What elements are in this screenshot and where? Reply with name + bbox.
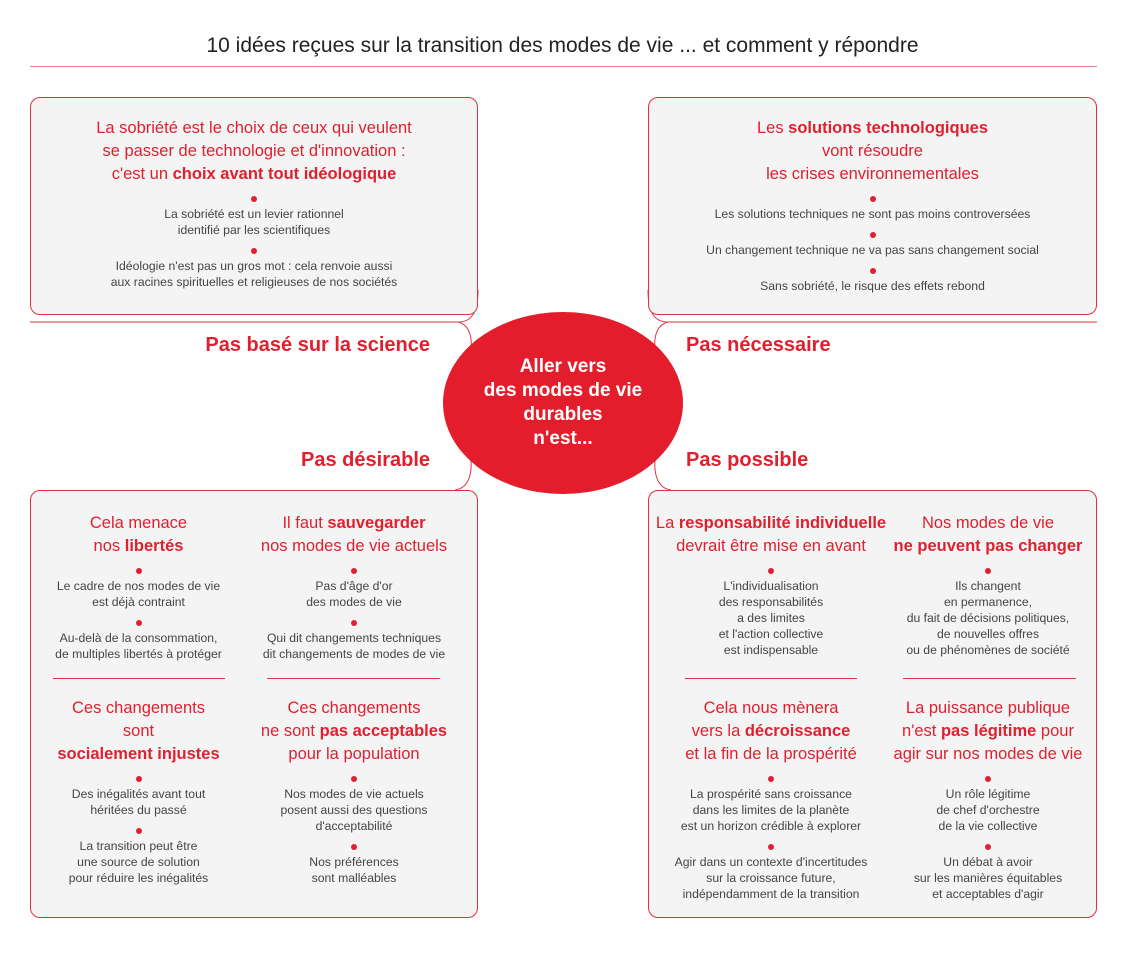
point-text: Qui dit changements techniques dit changements de modes de vie bbox=[262, 631, 446, 661]
center-ellipse: Aller vers des modes de vie durables n'est... bbox=[443, 312, 683, 494]
cell-heading: Les solutions technologiques vont résoudre les crises environnementales bbox=[756, 119, 989, 183]
bullet-dot bbox=[985, 776, 991, 782]
cell-heading: La puissance publique n'est pas légitime pour agir sur nos modes de vie bbox=[893, 699, 1083, 763]
cell-responsabilite bbox=[655, 512, 887, 658]
cell-solutions-technologiques bbox=[648, 117, 1097, 294]
bullet-dot bbox=[985, 844, 991, 850]
point-text: Sans sobriété, le risque des effets rebond bbox=[760, 279, 985, 293]
cell-heading: Ces changements ne sont pas acceptables pour la population bbox=[260, 699, 448, 763]
cell-heading: Il faut sauvegarder nos modes de vie actuels bbox=[260, 514, 448, 555]
cell-heading: La sobriété est le choix de ceux qui veulent se passer de technologie et d'innovation : c'est un choix avant tout idéologique bbox=[96, 119, 412, 183]
cell-changer bbox=[883, 512, 1093, 658]
point-text: Au-delà de la consommation, de multiples libertés à protéger bbox=[55, 631, 222, 661]
bullet-dot bbox=[136, 568, 142, 574]
bullet-dot bbox=[136, 828, 142, 834]
bullet-dot bbox=[870, 232, 876, 238]
cell-acceptables bbox=[250, 697, 458, 886]
cell-heading: La responsabilité individuelle devrait être mise en avant bbox=[655, 514, 887, 555]
separator bbox=[267, 678, 440, 679]
point-text: Nos préférences sont malléables bbox=[309, 855, 399, 885]
point-text: Pas d'âge d'or des modes de vie bbox=[306, 579, 402, 609]
bullet-dot bbox=[351, 620, 357, 626]
separator bbox=[903, 678, 1076, 679]
point-text: La sobriété est un levier rationnel identifié par les scientifiques bbox=[164, 207, 344, 237]
point-text: Ils changent en permanence, du fait de décisions politiques, de nouvelles offres ou de phénomènes de société bbox=[906, 579, 1070, 657]
bullet-dot bbox=[768, 844, 774, 850]
bullet-dot bbox=[870, 268, 876, 274]
bullet-dot bbox=[351, 568, 357, 574]
cell-decroissance bbox=[660, 697, 882, 902]
cell-libertes bbox=[40, 512, 237, 662]
label-pas-necessaire: Pas nécessaire bbox=[686, 334, 831, 356]
page-title: 10 idées reçues sur la transition des modes de vie ... et comment y répondre bbox=[206, 34, 919, 57]
point-text: Des inégalités avant tout héritées du passé bbox=[71, 787, 206, 817]
point-text: Nos modes de vie actuels posent aussi des questions d'acceptabilité bbox=[280, 787, 428, 833]
separator bbox=[685, 678, 857, 679]
bullet-dot bbox=[351, 776, 357, 782]
bullet-dot bbox=[251, 248, 257, 254]
cell-heading: Cela menace nos libertés bbox=[89, 514, 188, 555]
bullet-dot bbox=[136, 620, 142, 626]
point-text: Idéologie n'est pas un gros mot : cela renvoie aussi aux racines spirituelles et religieuses de nos sociétés bbox=[110, 259, 398, 289]
cell-heading: Nos modes de vie ne peuvent pas changer bbox=[893, 514, 1083, 555]
cell-legitime bbox=[883, 697, 1093, 902]
bullet-dot bbox=[251, 196, 257, 202]
point-text: Agir dans un contexte d'incertitudes sur la croissance future, indépendamment de la transition bbox=[674, 855, 868, 901]
point-text: La transition peut être une source de solution pour réduire les inégalités bbox=[68, 839, 209, 885]
bullet-dot bbox=[768, 776, 774, 782]
point-text: Un rôle légitime de chef d'orchestre de la vie collective bbox=[936, 787, 1040, 833]
point-text: La prospérité sans croissance dans les limites de la planète est un horizon crédible à explorer bbox=[680, 787, 862, 833]
point-text: Le cadre de nos modes de vie est déjà contraint bbox=[56, 579, 221, 609]
bullet-dot bbox=[870, 196, 876, 202]
bullet-dot bbox=[985, 568, 991, 574]
label-pas-desirable: Pas désirable bbox=[301, 449, 430, 471]
point-text: Un changement technique ne va pas sans changement social bbox=[706, 243, 1039, 257]
cell-injustes bbox=[40, 697, 237, 886]
cell-heading: Ces changements sont socialement injustes bbox=[57, 699, 220, 763]
bullet-dot bbox=[351, 844, 357, 850]
bullet-dot bbox=[768, 568, 774, 574]
point-text: L'individualisation des responsabilités a des limites et l'action collective est indispensable bbox=[718, 579, 824, 657]
bullet-dot bbox=[136, 776, 142, 782]
point-text: Un débat à avoir sur les manières équitables et acceptables d'agir bbox=[913, 855, 1063, 901]
point-text: Les solutions techniques ne sont pas moins controversées bbox=[714, 207, 1031, 221]
separator bbox=[53, 678, 225, 679]
label-pas-possible: Pas possible bbox=[686, 449, 809, 471]
cell-sobriete-ideologique bbox=[30, 117, 478, 290]
cell-heading: Cela nous mènera vers la décroissance et la fin de la prospérité bbox=[685, 699, 857, 763]
cell-sauvegarder bbox=[250, 512, 458, 662]
label-pas-base-science: Pas basé sur la science bbox=[205, 334, 430, 356]
